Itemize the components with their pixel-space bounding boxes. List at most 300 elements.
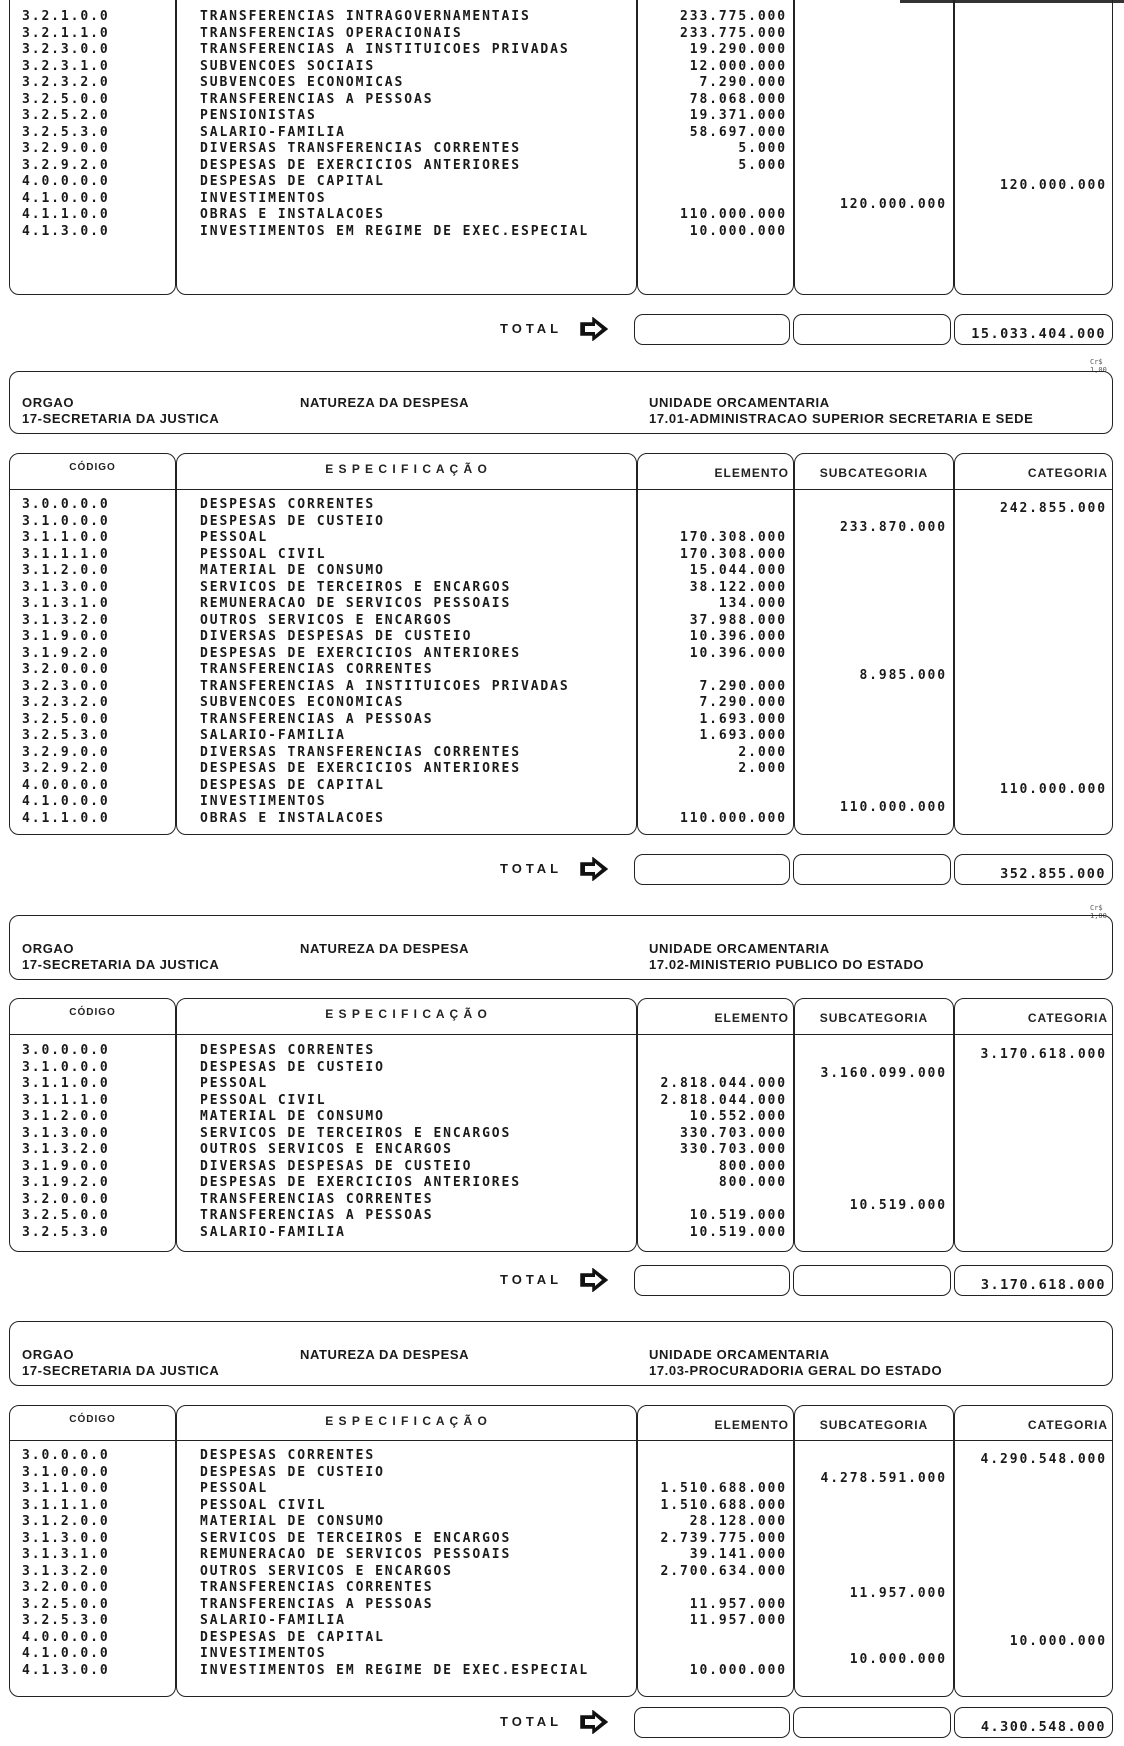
cell-especificacao: INVESTIMENTOS bbox=[200, 1646, 327, 1661]
cell-elemento: 11.957.000 bbox=[689, 1613, 787, 1628]
total-label: TOTAL bbox=[500, 321, 563, 336]
cell-subcategoria: 10.000.000 bbox=[849, 1652, 947, 1667]
cell-elemento: 11.957.000 bbox=[689, 1596, 787, 1612]
table-row bbox=[0, 811, 1124, 828]
column-header-subcategoria: SUBCATEGORIA bbox=[819, 466, 929, 480]
table-row bbox=[0, 207, 1124, 224]
cell-especificacao: SUBVENCOES ECONOMICAS bbox=[200, 75, 405, 90]
cell-codigo: 3.2.5.0.0 bbox=[22, 711, 110, 727]
cell-especificacao: DESPESAS CORRENTES bbox=[200, 497, 376, 512]
cell-codigo: 4.0.0.0.0 bbox=[22, 777, 110, 793]
cell-especificacao: OUTROS SERVICOS E ENCARGOS bbox=[200, 612, 453, 628]
cell-especificacao: OBRAS E INSTALACOES bbox=[200, 207, 385, 222]
cell-categoria: 3.170.618.000 bbox=[980, 1047, 1107, 1062]
orgao-value: 17-SECRETARIA DA JUSTICA bbox=[22, 1363, 220, 1378]
cell-elemento: 5.000 bbox=[738, 141, 787, 156]
cell-elemento: 10.396.000 bbox=[689, 629, 787, 644]
table-row bbox=[0, 563, 1124, 580]
table-row bbox=[0, 174, 1124, 191]
cell-codigo: 4.1.1.0.0 bbox=[22, 810, 110, 826]
cell-especificacao: SALARIO-FAMILIA bbox=[200, 124, 346, 140]
total-value: 352.855.000 bbox=[1000, 866, 1106, 882]
natureza-label: NATUREZA DA DESPESA bbox=[300, 1347, 470, 1362]
cell-codigo: 3.1.1.1.0 bbox=[22, 1497, 110, 1513]
cell-codigo: 4.1.0.0.0 bbox=[22, 190, 110, 206]
cell-especificacao: TRANSFERENCIAS A PESSOAS bbox=[200, 91, 434, 107]
cell-codigo: 3.2.5.3.0 bbox=[22, 1224, 110, 1240]
cell-especificacao: SALARIO-FAMILIA bbox=[200, 1613, 346, 1628]
cell-codigo: 3.2.3.2.0 bbox=[22, 75, 110, 90]
table-row bbox=[0, 1597, 1124, 1614]
cell-elemento: 330.703.000 bbox=[680, 1142, 787, 1157]
cell-especificacao: OUTROS SERVICOS E ENCARGOS bbox=[200, 1142, 453, 1157]
cell-elemento: 12.000.000 bbox=[689, 58, 787, 74]
cell-especificacao: SERVICOS DE TERCEIROS E ENCARGOS bbox=[200, 579, 512, 595]
cell-especificacao: OBRAS E INSTALACOES bbox=[200, 810, 385, 826]
unidade-value: 17.01-ADMINISTRACAO SUPERIOR SECRETARIA E SEDE bbox=[649, 411, 1034, 426]
column-header-divider bbox=[638, 1034, 793, 1035]
cell-especificacao: MATERIAL DE CONSUMO bbox=[200, 563, 385, 578]
total-box-categoria bbox=[954, 854, 1113, 885]
cell-elemento: 19.371.000 bbox=[689, 108, 787, 123]
total-box-elemento bbox=[634, 854, 790, 885]
column-header-divider bbox=[955, 489, 1112, 490]
cell-codigo: 3.2.3.0.0 bbox=[22, 678, 110, 694]
column-header-subcategoria: SUBCATEGORIA bbox=[819, 1418, 929, 1432]
column-header-divider bbox=[955, 1034, 1112, 1035]
cell-especificacao: DESPESAS DE CAPITAL bbox=[200, 777, 385, 793]
column-header-elemento: ELEMENTO bbox=[714, 466, 789, 480]
table-row bbox=[0, 580, 1124, 597]
cell-codigo: 3.1.9.0.0 bbox=[22, 1158, 110, 1174]
cell-codigo: 3.2.0.0.0 bbox=[22, 662, 110, 677]
cell-elemento: 1.510.688.000 bbox=[660, 1497, 787, 1513]
column-header-divider bbox=[177, 489, 636, 490]
cell-elemento: 2.000 bbox=[738, 744, 787, 760]
table-row bbox=[0, 158, 1124, 175]
column-header-elemento: ELEMENTO bbox=[714, 1011, 789, 1025]
cell-especificacao: TRANSFERENCIAS CORRENTES bbox=[200, 662, 434, 677]
table-row bbox=[0, 547, 1124, 564]
cell-especificacao: DESPESAS CORRENTES bbox=[200, 1448, 376, 1463]
cell-especificacao: DIVERSAS TRANSFERENCIAS CORRENTES bbox=[200, 141, 521, 156]
cell-elemento: 110.000.000 bbox=[680, 810, 787, 826]
cell-especificacao: TRANSFERENCIAS A PESSOAS bbox=[200, 711, 434, 727]
table-row bbox=[0, 1093, 1124, 1110]
table-row bbox=[0, 1191, 1124, 1213]
column-header-divider bbox=[795, 1440, 953, 1441]
unidade-value: 17.02-MINISTERIO PUBLICO DO ESTADO bbox=[649, 957, 925, 972]
column-header-divider bbox=[10, 1440, 175, 1441]
total-value: 15.033.404.000 bbox=[971, 326, 1106, 342]
cell-codigo: 3.1.3.2.0 bbox=[22, 1142, 110, 1157]
cell-especificacao: TRANSFERENCIAS A INSTITUICOES PRIVADAS bbox=[200, 678, 570, 694]
cell-codigo: 3.1.0.0.0 bbox=[22, 1464, 110, 1480]
cell-categoria: 120.000.000 bbox=[1000, 178, 1107, 193]
orgao-label: ORGAO bbox=[22, 395, 75, 410]
cell-especificacao: TRANSFERENCIAS CORRENTES bbox=[200, 1191, 434, 1207]
cell-codigo: 3.2.0.0.0 bbox=[22, 1580, 110, 1595]
column-header-divider bbox=[795, 489, 953, 490]
cell-especificacao: DIVERSAS DESPESAS DE CUSTEIO bbox=[200, 629, 473, 644]
cell-especificacao: DESPESAS DE CUSTEIO bbox=[200, 1059, 385, 1075]
cell-codigo: 3.1.1.1.0 bbox=[22, 546, 110, 562]
cell-especificacao: PESSOAL bbox=[200, 1076, 269, 1091]
cell-codigo: 3.2.5.0.0 bbox=[22, 1208, 110, 1223]
orgao-value: 17-SECRETARIA DA JUSTICA bbox=[22, 957, 220, 972]
cell-elemento: 19.290.000 bbox=[689, 42, 787, 57]
table-row bbox=[0, 1076, 1124, 1093]
cell-elemento: 800.000 bbox=[718, 1158, 787, 1174]
table-row bbox=[0, 794, 1124, 815]
cell-subcategoria: 233.870.000 bbox=[840, 519, 947, 535]
cell-codigo: 3.1.3.1.0 bbox=[22, 1547, 110, 1562]
cell-codigo: 3.2.5.0.0 bbox=[22, 91, 110, 107]
cell-codigo: 3.1.3.0.0 bbox=[22, 579, 110, 595]
cell-especificacao: TRANSFERENCIAS OPERACIONAIS bbox=[200, 25, 463, 41]
cell-elemento: 10.519.000 bbox=[689, 1224, 787, 1240]
orgao-label: ORGAO bbox=[22, 1347, 75, 1362]
total-box-subcategoria bbox=[793, 1265, 951, 1296]
column-header-categoria: CATEGORIA bbox=[1027, 1011, 1108, 1025]
cell-elemento: 134.000 bbox=[718, 596, 787, 611]
total-box-subcategoria bbox=[793, 854, 951, 885]
cell-codigo: 3.1.9.2.0 bbox=[22, 645, 110, 661]
cell-especificacao: DESPESAS CORRENTES bbox=[200, 1043, 376, 1058]
cell-codigo: 3.1.3.2.0 bbox=[22, 612, 110, 628]
cell-elemento: 7.290.000 bbox=[699, 678, 787, 694]
column-header-codigo: CÓDIGO bbox=[69, 462, 116, 473]
cell-codigo: 3.1.9.2.0 bbox=[22, 1175, 110, 1190]
unidade-value: 17.03-PROCURADORIA GERAL DO ESTADO bbox=[649, 1363, 943, 1378]
cell-especificacao: MATERIAL DE CONSUMO bbox=[200, 1514, 385, 1529]
column-header-subcategoria: SUBCATEGORIA bbox=[819, 1011, 929, 1025]
cell-codigo: 3.2.3.1.0 bbox=[22, 58, 110, 74]
cell-especificacao: DESPESAS DE EXERCICIOS ANTERIORES bbox=[200, 645, 521, 661]
cell-codigo: 3.2.9.2.0 bbox=[22, 157, 110, 173]
total-box-elemento bbox=[634, 1265, 790, 1296]
cell-elemento: 1.510.688.000 bbox=[660, 1481, 787, 1496]
unidade-label: UNIDADE ORCAMENTARIA bbox=[649, 941, 830, 956]
currency-unit-label: Cr$ 1,00 bbox=[1090, 904, 1107, 920]
cell-elemento: 7.290.000 bbox=[699, 695, 787, 710]
table-row bbox=[0, 1109, 1124, 1126]
cell-subcategoria: 8.985.000 bbox=[859, 668, 947, 683]
cell-especificacao: DIVERSAS DESPESAS DE CUSTEIO bbox=[200, 1158, 473, 1174]
cell-codigo: 3.1.3.0.0 bbox=[22, 1530, 110, 1546]
cell-categoria: 110.000.000 bbox=[1000, 781, 1107, 797]
cell-categoria: 4.290.548.000 bbox=[980, 1452, 1107, 1467]
total-label: TOTAL bbox=[500, 1272, 563, 1287]
cell-elemento: 800.000 bbox=[718, 1175, 787, 1190]
table-row bbox=[0, 646, 1124, 663]
arrow-right-icon bbox=[579, 1268, 609, 1292]
arrow-right-icon bbox=[579, 1710, 609, 1734]
column-header-categoria: CATEGORIA bbox=[1027, 466, 1108, 480]
cell-elemento: 10.552.000 bbox=[689, 1109, 787, 1124]
table-row bbox=[0, 513, 1124, 535]
table-row bbox=[0, 712, 1124, 729]
cell-especificacao: SERVICOS DE TERCEIROS E ENCARGOS bbox=[200, 1530, 512, 1546]
cell-elemento: 2.000 bbox=[738, 761, 787, 776]
natureza-label: NATUREZA DA DESPESA bbox=[300, 395, 470, 410]
cell-elemento: 2.818.044.000 bbox=[660, 1076, 787, 1091]
table-row bbox=[0, 662, 1124, 683]
cell-codigo: 3.0.0.0.0 bbox=[22, 497, 110, 512]
table-row bbox=[0, 1531, 1124, 1548]
cell-especificacao: OUTROS SERVICOS E ENCARGOS bbox=[200, 1563, 453, 1579]
cell-especificacao: SUBVENCOES ECONOMICAS bbox=[200, 695, 405, 710]
cell-elemento: 2.700.634.000 bbox=[660, 1563, 787, 1579]
cell-especificacao: DESPESAS DE EXERCICIOS ANTERIORES bbox=[200, 1175, 521, 1190]
column-header-divider bbox=[177, 1034, 636, 1035]
cell-subcategoria: 11.957.000 bbox=[849, 1586, 947, 1601]
table-row bbox=[0, 1514, 1124, 1531]
cell-categoria: 242.855.000 bbox=[1000, 501, 1107, 516]
table-row bbox=[0, 695, 1124, 712]
cell-especificacao: DESPESAS DE EXERCICIOS ANTERIORES bbox=[200, 761, 521, 776]
table-row bbox=[0, 1175, 1124, 1192]
table-row bbox=[0, 190, 1124, 212]
cell-elemento: 10.396.000 bbox=[689, 645, 787, 661]
total-value: 4.300.548.000 bbox=[980, 1719, 1106, 1735]
cell-elemento: 39.141.000 bbox=[689, 1547, 787, 1562]
cell-especificacao: SUBVENCOES SOCIAIS bbox=[200, 58, 376, 74]
total-label: TOTAL bbox=[500, 861, 563, 876]
table-row bbox=[0, 75, 1124, 92]
cell-codigo: 3.1.3.1.0 bbox=[22, 596, 110, 611]
column-header-especificacao: E S P E C I F I C A Ç Ã O bbox=[325, 462, 488, 476]
column-header-elemento: ELEMENTO bbox=[714, 1418, 789, 1432]
cell-especificacao: PESSOAL CIVIL bbox=[200, 1497, 327, 1513]
table-row bbox=[0, 1564, 1124, 1581]
cell-especificacao: INVESTIMENTOS bbox=[200, 190, 327, 206]
cell-codigo: 3.0.0.0.0 bbox=[22, 1448, 110, 1463]
table-row bbox=[0, 1498, 1124, 1515]
table-row bbox=[0, 596, 1124, 613]
table-row bbox=[0, 1043, 1124, 1060]
cell-elemento: 233.775.000 bbox=[680, 9, 787, 24]
cell-elemento: 233.775.000 bbox=[680, 25, 787, 41]
cell-especificacao: PESSOAL CIVIL bbox=[200, 1092, 327, 1108]
table-row bbox=[0, 1481, 1124, 1498]
cell-elemento: 10.519.000 bbox=[689, 1208, 787, 1223]
cell-codigo: 4.0.0.0.0 bbox=[22, 174, 110, 189]
currency-unit-label: Cr$ 1,00 bbox=[1090, 358, 1107, 374]
cell-codigo: 3.2.1.1.0 bbox=[22, 25, 110, 41]
cell-codigo: 3.2.9.0.0 bbox=[22, 744, 110, 760]
unidade-label: UNIDADE ORCAMENTARIA bbox=[649, 395, 830, 410]
cell-especificacao: TRANSFERENCIAS INTRAGOVERNAMENTAIS bbox=[200, 9, 531, 24]
cell-elemento: 38.122.000 bbox=[689, 579, 787, 595]
cell-especificacao: TRANSFERENCIAS A PESSOAS bbox=[200, 1208, 434, 1223]
total-label: TOTAL bbox=[500, 1714, 563, 1729]
table-row bbox=[0, 679, 1124, 696]
cell-especificacao: MATERIAL DE CONSUMO bbox=[200, 1109, 385, 1124]
table-row bbox=[0, 1464, 1124, 1486]
cell-codigo: 3.1.2.0.0 bbox=[22, 1514, 110, 1529]
table-row bbox=[0, 141, 1124, 158]
column-header-codigo: CÓDIGO bbox=[69, 1007, 116, 1018]
cell-elemento: 15.044.000 bbox=[689, 563, 787, 578]
total-value: 3.170.618.000 bbox=[980, 1277, 1106, 1293]
cell-especificacao: REMUNERACAO DE SERVICOS PESSOAIS bbox=[200, 596, 512, 611]
table-row bbox=[0, 728, 1124, 745]
cell-codigo: 3.2.5.3.0 bbox=[22, 1613, 110, 1628]
table-row bbox=[0, 1059, 1124, 1081]
column-header-codigo: CÓDIGO bbox=[69, 1414, 116, 1425]
table-row bbox=[0, 9, 1124, 26]
column-header-divider bbox=[10, 489, 175, 490]
cell-elemento: 330.703.000 bbox=[680, 1125, 787, 1141]
cell-codigo: 3.2.3.0.0 bbox=[22, 42, 110, 57]
cell-especificacao: DESPESAS DE EXERCICIOS ANTERIORES bbox=[200, 157, 521, 173]
cell-codigo: 3.2.1.0.0 bbox=[22, 9, 110, 24]
table-row bbox=[0, 1580, 1124, 1601]
cell-elemento: 37.988.000 bbox=[689, 612, 787, 628]
cell-codigo: 3.1.1.0.0 bbox=[22, 530, 110, 545]
cell-codigo: 3.1.9.0.0 bbox=[22, 629, 110, 644]
cell-codigo: 3.0.0.0.0 bbox=[22, 1043, 110, 1058]
cell-especificacao: PENSIONISTAS bbox=[200, 108, 317, 123]
total-box-elemento bbox=[634, 314, 790, 345]
cell-elemento: 10.000.000 bbox=[689, 1662, 787, 1678]
unidade-label: UNIDADE ORCAMENTARIA bbox=[649, 1347, 830, 1362]
cell-codigo: 3.2.0.0.0 bbox=[22, 1191, 110, 1207]
table-row bbox=[0, 629, 1124, 646]
table-row bbox=[0, 26, 1124, 43]
cell-codigo: 4.1.0.0.0 bbox=[22, 1646, 110, 1661]
cell-codigo: 3.1.1.0.0 bbox=[22, 1481, 110, 1496]
cell-especificacao: DIVERSAS TRANSFERENCIAS CORRENTES bbox=[200, 744, 521, 760]
cell-codigo: 3.2.5.3.0 bbox=[22, 124, 110, 140]
cell-especificacao: SALARIO-FAMILIA bbox=[200, 1224, 346, 1240]
table-row bbox=[0, 125, 1124, 142]
table-row bbox=[0, 224, 1124, 241]
cell-subcategoria: 120.000.000 bbox=[840, 196, 947, 212]
cell-codigo: 3.1.0.0.0 bbox=[22, 513, 110, 529]
orgao-label: ORGAO bbox=[22, 941, 75, 956]
table-row bbox=[0, 1142, 1124, 1159]
table-row bbox=[0, 1663, 1124, 1680]
column-header-categoria: CATEGORIA bbox=[1027, 1418, 1108, 1432]
total-box-subcategoria bbox=[793, 314, 951, 345]
total-box-categoria bbox=[954, 1707, 1113, 1738]
column-header-especificacao: E S P E C I F I C A Ç Ã O bbox=[325, 1414, 488, 1428]
table-row bbox=[0, 778, 1124, 795]
cell-elemento: 170.308.000 bbox=[680, 530, 787, 545]
arrow-right-icon bbox=[579, 857, 609, 881]
cell-codigo: 4.1.1.0.0 bbox=[22, 207, 110, 222]
cell-codigo: 3.1.3.0.0 bbox=[22, 1125, 110, 1141]
cell-codigo: 3.2.5.2.0 bbox=[22, 108, 110, 123]
cell-elemento: 2.739.775.000 bbox=[660, 1530, 787, 1546]
cell-especificacao: INVESTIMENTOS EM REGIME DE EXEC.ESPECIAL bbox=[200, 223, 590, 239]
cell-codigo: 3.1.3.2.0 bbox=[22, 1563, 110, 1579]
table-row bbox=[0, 761, 1124, 778]
table-row bbox=[0, 92, 1124, 109]
cell-subcategoria: 3.160.099.000 bbox=[820, 1065, 947, 1081]
cell-codigo: 3.2.9.0.0 bbox=[22, 141, 110, 156]
cell-especificacao: SERVICOS DE TERCEIROS E ENCARGOS bbox=[200, 1125, 512, 1141]
table-row bbox=[0, 59, 1124, 76]
total-box-elemento bbox=[634, 1707, 790, 1738]
cell-elemento: 28.128.000 bbox=[689, 1514, 787, 1529]
cell-elemento: 1.693.000 bbox=[699, 728, 787, 743]
cell-elemento: 78.068.000 bbox=[689, 91, 787, 107]
total-box-categoria bbox=[954, 314, 1113, 345]
cell-especificacao: REMUNERACAO DE SERVICOS PESSOAIS bbox=[200, 1547, 512, 1562]
table-row bbox=[0, 1646, 1124, 1667]
table-row bbox=[0, 1547, 1124, 1564]
cell-categoria: 10.000.000 bbox=[1009, 1633, 1107, 1649]
cell-especificacao: DESPESAS DE CUSTEIO bbox=[200, 513, 385, 529]
cell-codigo: 4.1.0.0.0 bbox=[22, 794, 110, 809]
cell-elemento: 58.697.000 bbox=[689, 124, 787, 140]
cell-especificacao: TRANSFERENCIAS CORRENTES bbox=[200, 1580, 434, 1595]
table-row bbox=[0, 42, 1124, 59]
natureza-label: NATUREZA DA DESPESA bbox=[300, 941, 470, 956]
cell-codigo: 3.2.5.0.0 bbox=[22, 1596, 110, 1612]
cell-codigo: 3.1.0.0.0 bbox=[22, 1059, 110, 1075]
cell-especificacao: TRANSFERENCIAS A INSTITUICOES PRIVADAS bbox=[200, 42, 570, 57]
cell-codigo: 3.1.1.0.0 bbox=[22, 1076, 110, 1091]
table-row bbox=[0, 745, 1124, 762]
column-header-divider bbox=[638, 489, 793, 490]
cell-especificacao: DESPESAS DE CUSTEIO bbox=[200, 1464, 385, 1480]
cell-elemento: 1.693.000 bbox=[699, 711, 787, 727]
total-box-categoria bbox=[954, 1265, 1113, 1296]
cell-codigo: 3.1.2.0.0 bbox=[22, 563, 110, 578]
cell-codigo: 3.2.9.2.0 bbox=[22, 761, 110, 776]
cell-especificacao: PESSOAL bbox=[200, 530, 269, 545]
cell-codigo: 3.2.3.2.0 bbox=[22, 695, 110, 710]
cell-especificacao: TRANSFERENCIAS A PESSOAS bbox=[200, 1596, 434, 1612]
cell-codigo: 3.2.5.3.0 bbox=[22, 728, 110, 743]
table-row bbox=[0, 1208, 1124, 1225]
table-row bbox=[0, 1630, 1124, 1647]
cell-codigo: 4.0.0.0.0 bbox=[22, 1629, 110, 1645]
cell-elemento: 2.818.044.000 bbox=[660, 1092, 787, 1108]
cell-codigo: 3.1.2.0.0 bbox=[22, 1109, 110, 1124]
cell-especificacao: DESPESAS DE CAPITAL bbox=[200, 174, 385, 189]
table-row bbox=[0, 613, 1124, 630]
cell-codigo: 3.1.1.1.0 bbox=[22, 1092, 110, 1108]
cell-subcategoria: 4.278.591.000 bbox=[820, 1470, 947, 1486]
cell-especificacao: PESSOAL CIVIL bbox=[200, 546, 327, 562]
cell-elemento: 7.290.000 bbox=[699, 75, 787, 90]
column-header-divider bbox=[955, 1440, 1112, 1441]
cell-especificacao: INVESTIMENTOS EM REGIME DE EXEC.ESPECIAL bbox=[200, 1662, 590, 1678]
table-row bbox=[0, 1159, 1124, 1176]
table-row bbox=[0, 1126, 1124, 1143]
cell-codigo: 4.1.3.0.0 bbox=[22, 223, 110, 239]
column-header-especificacao: E S P E C I F I C A Ç Ã O bbox=[325, 1007, 488, 1021]
cell-elemento: 10.000.000 bbox=[689, 223, 787, 239]
table-row bbox=[0, 530, 1124, 547]
orgao-value: 17-SECRETARIA DA JUSTICA bbox=[22, 411, 220, 426]
column-header-divider bbox=[795, 1034, 953, 1035]
arrow-right-icon bbox=[579, 317, 609, 341]
cell-especificacao: PESSOAL bbox=[200, 1481, 269, 1496]
cell-codigo: 4.1.3.0.0 bbox=[22, 1662, 110, 1678]
cell-especificacao: INVESTIMENTOS bbox=[200, 794, 327, 809]
table-row bbox=[0, 108, 1124, 125]
cell-subcategoria: 10.519.000 bbox=[849, 1197, 947, 1213]
total-box-subcategoria bbox=[793, 1707, 951, 1738]
cell-elemento: 110.000.000 bbox=[680, 207, 787, 222]
column-header-divider bbox=[177, 1440, 636, 1441]
